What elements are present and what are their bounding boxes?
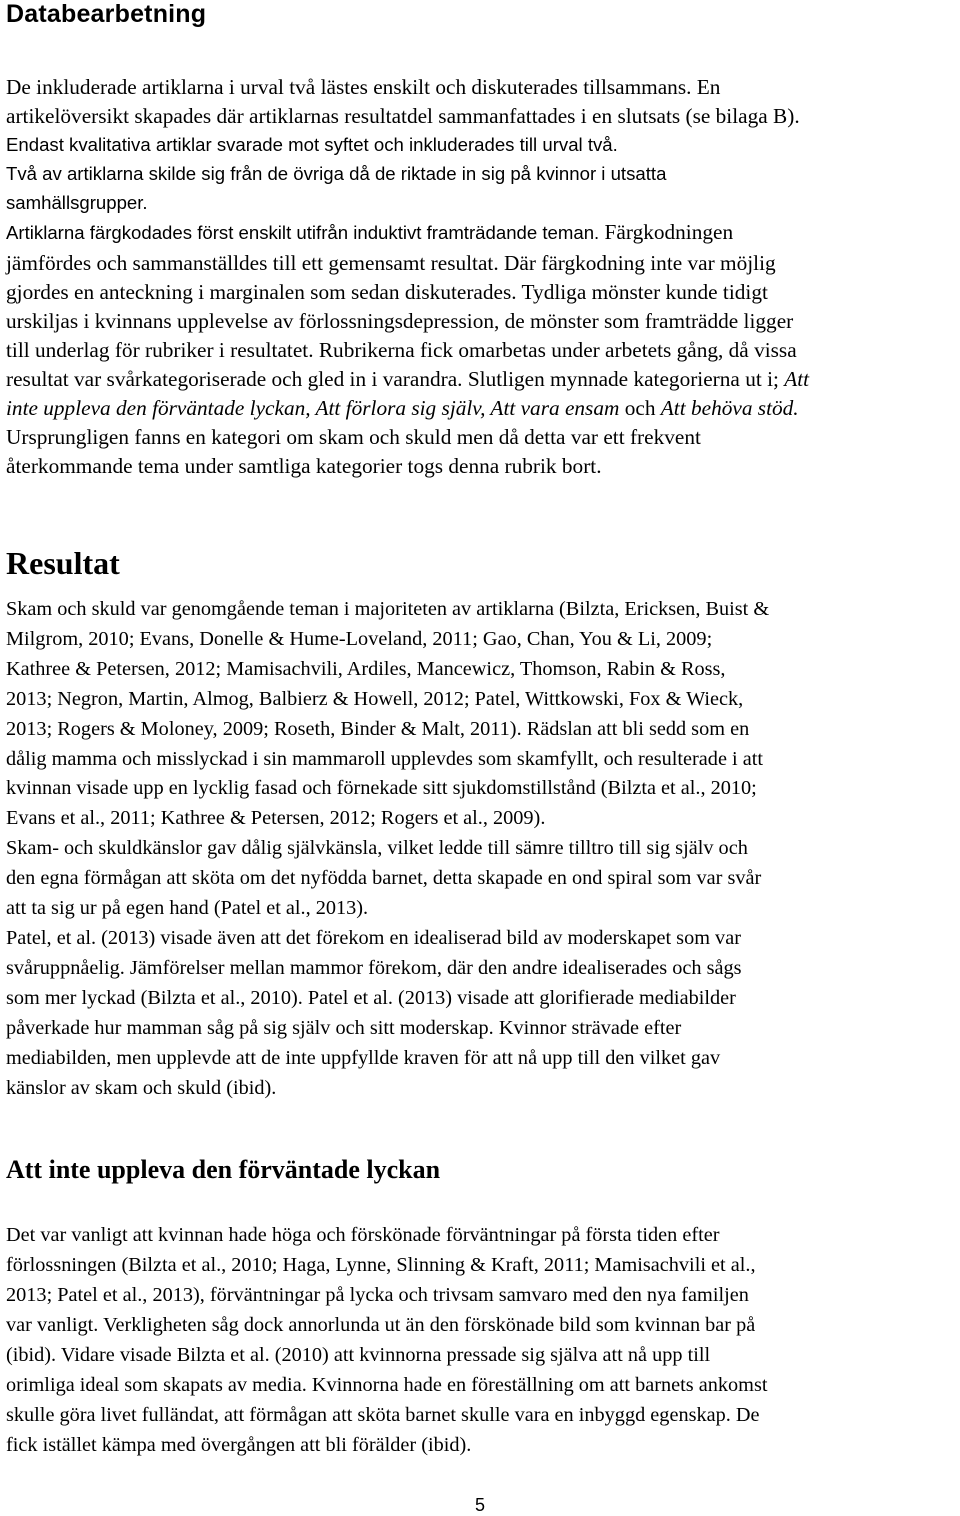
text-line: Skam och skuld var genomgående teman i majoriteten av artiklarna (Bilzta, Ericksen, Buist & [6, 598, 770, 620]
heading-databearbetning: Databearbetning [6, 0, 207, 28]
text-line: känslor av skam och skuld (ibid). [6, 1076, 277, 1099]
text-line: 2013; Rogers & Moloney, 2009; Roseth, Binder & Malt, 2011). Rädslan att bli sedd som en [6, 717, 750, 740]
text-line: Två av artiklarna skilde sig från de övriga då de riktade in sig på kvinnor i utsatta [6, 162, 667, 184]
text-line: Skam- och skuldkänslor gav dålig självkänsla, vilket ledde till sämre tilltro till sig själv och [6, 837, 748, 860]
text-line: artikelöversikt skapades där artiklarnas resultatdel sammanfattades i en slutsats (se bilaga B). [6, 103, 800, 128]
paragraph-resultat [6, 595, 954, 1103]
text-line: att ta sig ur på egen hand (Patel et al., 2013). [6, 897, 369, 920]
text-line: (ibid). Vidare visade Bilzta et al. (2010) att kvinnorna pressade sig själva att nå upp till [6, 1344, 711, 1366]
paragraph-databearbetning [6, 73, 954, 481]
text-line: De inkluderade artiklarna i urval två lästes enskilt och diskuterades tillsammans. En [6, 75, 721, 99]
text-line: Kathree & Petersen, 2012; Mamisachvili, Ardiles, Mancewicz, Thomson, Rabin & Ross, [6, 657, 726, 680]
text-line: 2013; Negron, Martin, Almog, Balbierz & Howell, 2012; Patel, Wittkowski, Fox & Wieck, [6, 687, 744, 710]
text-line: kvinnan visade upp en lycklig fasad och förnekade sitt sjukdomstillstånd (Bilzta et al., 2010; [6, 777, 757, 800]
text-line: Endast kvalitativa artiklar svarade mot syftet och inkluderades till urval två. [6, 133, 618, 155]
paragraph-att-inte-uppleva [6, 1220, 954, 1460]
text-line-categories [6, 394, 954, 423]
heading-att-inte-uppleva: Att inte uppleva den förväntade lyckan [6, 1155, 441, 1184]
text-line: Det var vanligt att kvinnan hade höga och förskönade förväntningar på första tiden efter [6, 1224, 720, 1246]
text-line-with-italic [6, 365, 954, 394]
text-line: gjordes en anteckning i marginalen som sedan diskuterades. Tydliga mönster kunde tidigt [6, 280, 768, 305]
text-line: fick istället kämpa med övergången att bli förälder (ibid). [6, 1434, 472, 1456]
document-page [6, 0, 954, 1515]
text-line: dålig mamma och misslyckad i sin mammaroll upplevdes som skamfyllt, och resulterade i att [6, 747, 764, 770]
text-line: jämfördes och sammanställdes till ett gemensamt resultat. Där färgkodning inte var möjlig [6, 251, 776, 276]
text-line: till underlag för rubriker i resultatet. Rubrikerna fick omarbetas under arbetets gång, då vissa [6, 338, 797, 363]
text-line: mediabilden, men upplevde att de inte uppfyllde kraven för att nå upp till den vilket gav [6, 1046, 721, 1069]
text-line: urskiljas i kvinnans upplevelse av förlossningsdepression, de mönster som framträdde ligger [6, 309, 794, 334]
text-segment: Artiklarna färgkodades först enskilt utifrån induktivt framträdande teman. [6, 221, 600, 243]
text-line: orimliga ideal som skapats av media. Kvinnorna hade en föreställning om att barnets ankomst [6, 1374, 768, 1396]
page-number: 5 [474, 1495, 485, 1515]
text-segment: resultat var svårkategoriserade och gled in i varandra. Slutligen mynnade kategorierna ut i; [6, 367, 785, 392]
text-line: Milgrom, 2010; Evans, Donelle & Hume-Loveland, 2011; Gao, Chan, You & Li, 2009; [6, 627, 713, 650]
text-line: svåruppnåelig. Jämförelser mellan mammor förekom, där den andre idealiserades och sågs [6, 956, 742, 979]
text-line: påverkade hur mamman såg på sig själv och sitt moderskap. Kvinnor strävade efter [6, 1016, 682, 1039]
text-line: samhällsgrupper. [6, 191, 148, 213]
category-names-italic: inte uppleva den förväntade lyckan, Att förlora sig själv, Att vara ensam [6, 395, 620, 420]
text-line: återkommande tema under samtliga kategorier togs denna rubrik bort. [6, 453, 602, 478]
text-line: 2013; Patel et al., 2013), förväntningar på lycka och trivsam samvaro med den nya familjen [6, 1284, 749, 1306]
text-segment: Färgkodningen [599, 219, 734, 244]
heading-resultat: Resultat [6, 545, 120, 581]
category-name-italic: Att [784, 367, 810, 392]
text-line: den egna förmågan att sköta om det nyfödda barnet, detta skapade en ond spiral som var svår [6, 867, 762, 890]
text-segment: och [619, 395, 661, 420]
text-line-mixed [6, 218, 954, 250]
text-line: Evans et al., 2011; Kathree & Petersen, 2012; Rogers et al., 2009). [6, 807, 546, 830]
text-line: Ursprungligen fanns en kategori om skam och skuld men då detta var ett frekvent [6, 424, 701, 449]
text-line: förlossningen (Bilzta et al., 2010; Haga, Lynne, Slinning & Kraft, 2011; Mamisachvili et al., [6, 1254, 756, 1276]
text-line: skulle göra livet fulländat, att förmågan att sköta barnet skulle vara en inbyggd egenskap. De [6, 1404, 760, 1426]
category-name-italic: Att behöva stöd. [660, 395, 799, 420]
text-line: var vanligt. Verkligheten såg dock annorlunda ut än den förskönade bild som kvinnan bar på [6, 1314, 756, 1336]
text-line: Patel, et al. (2013) visade även att det förekom en idealiserad bild av moderskapet som var [6, 926, 741, 949]
text-line: som mer lyckad (Bilzta et al., 2010). Patel et al. (2013) visade att glorifierade mediabilder [6, 986, 736, 1009]
